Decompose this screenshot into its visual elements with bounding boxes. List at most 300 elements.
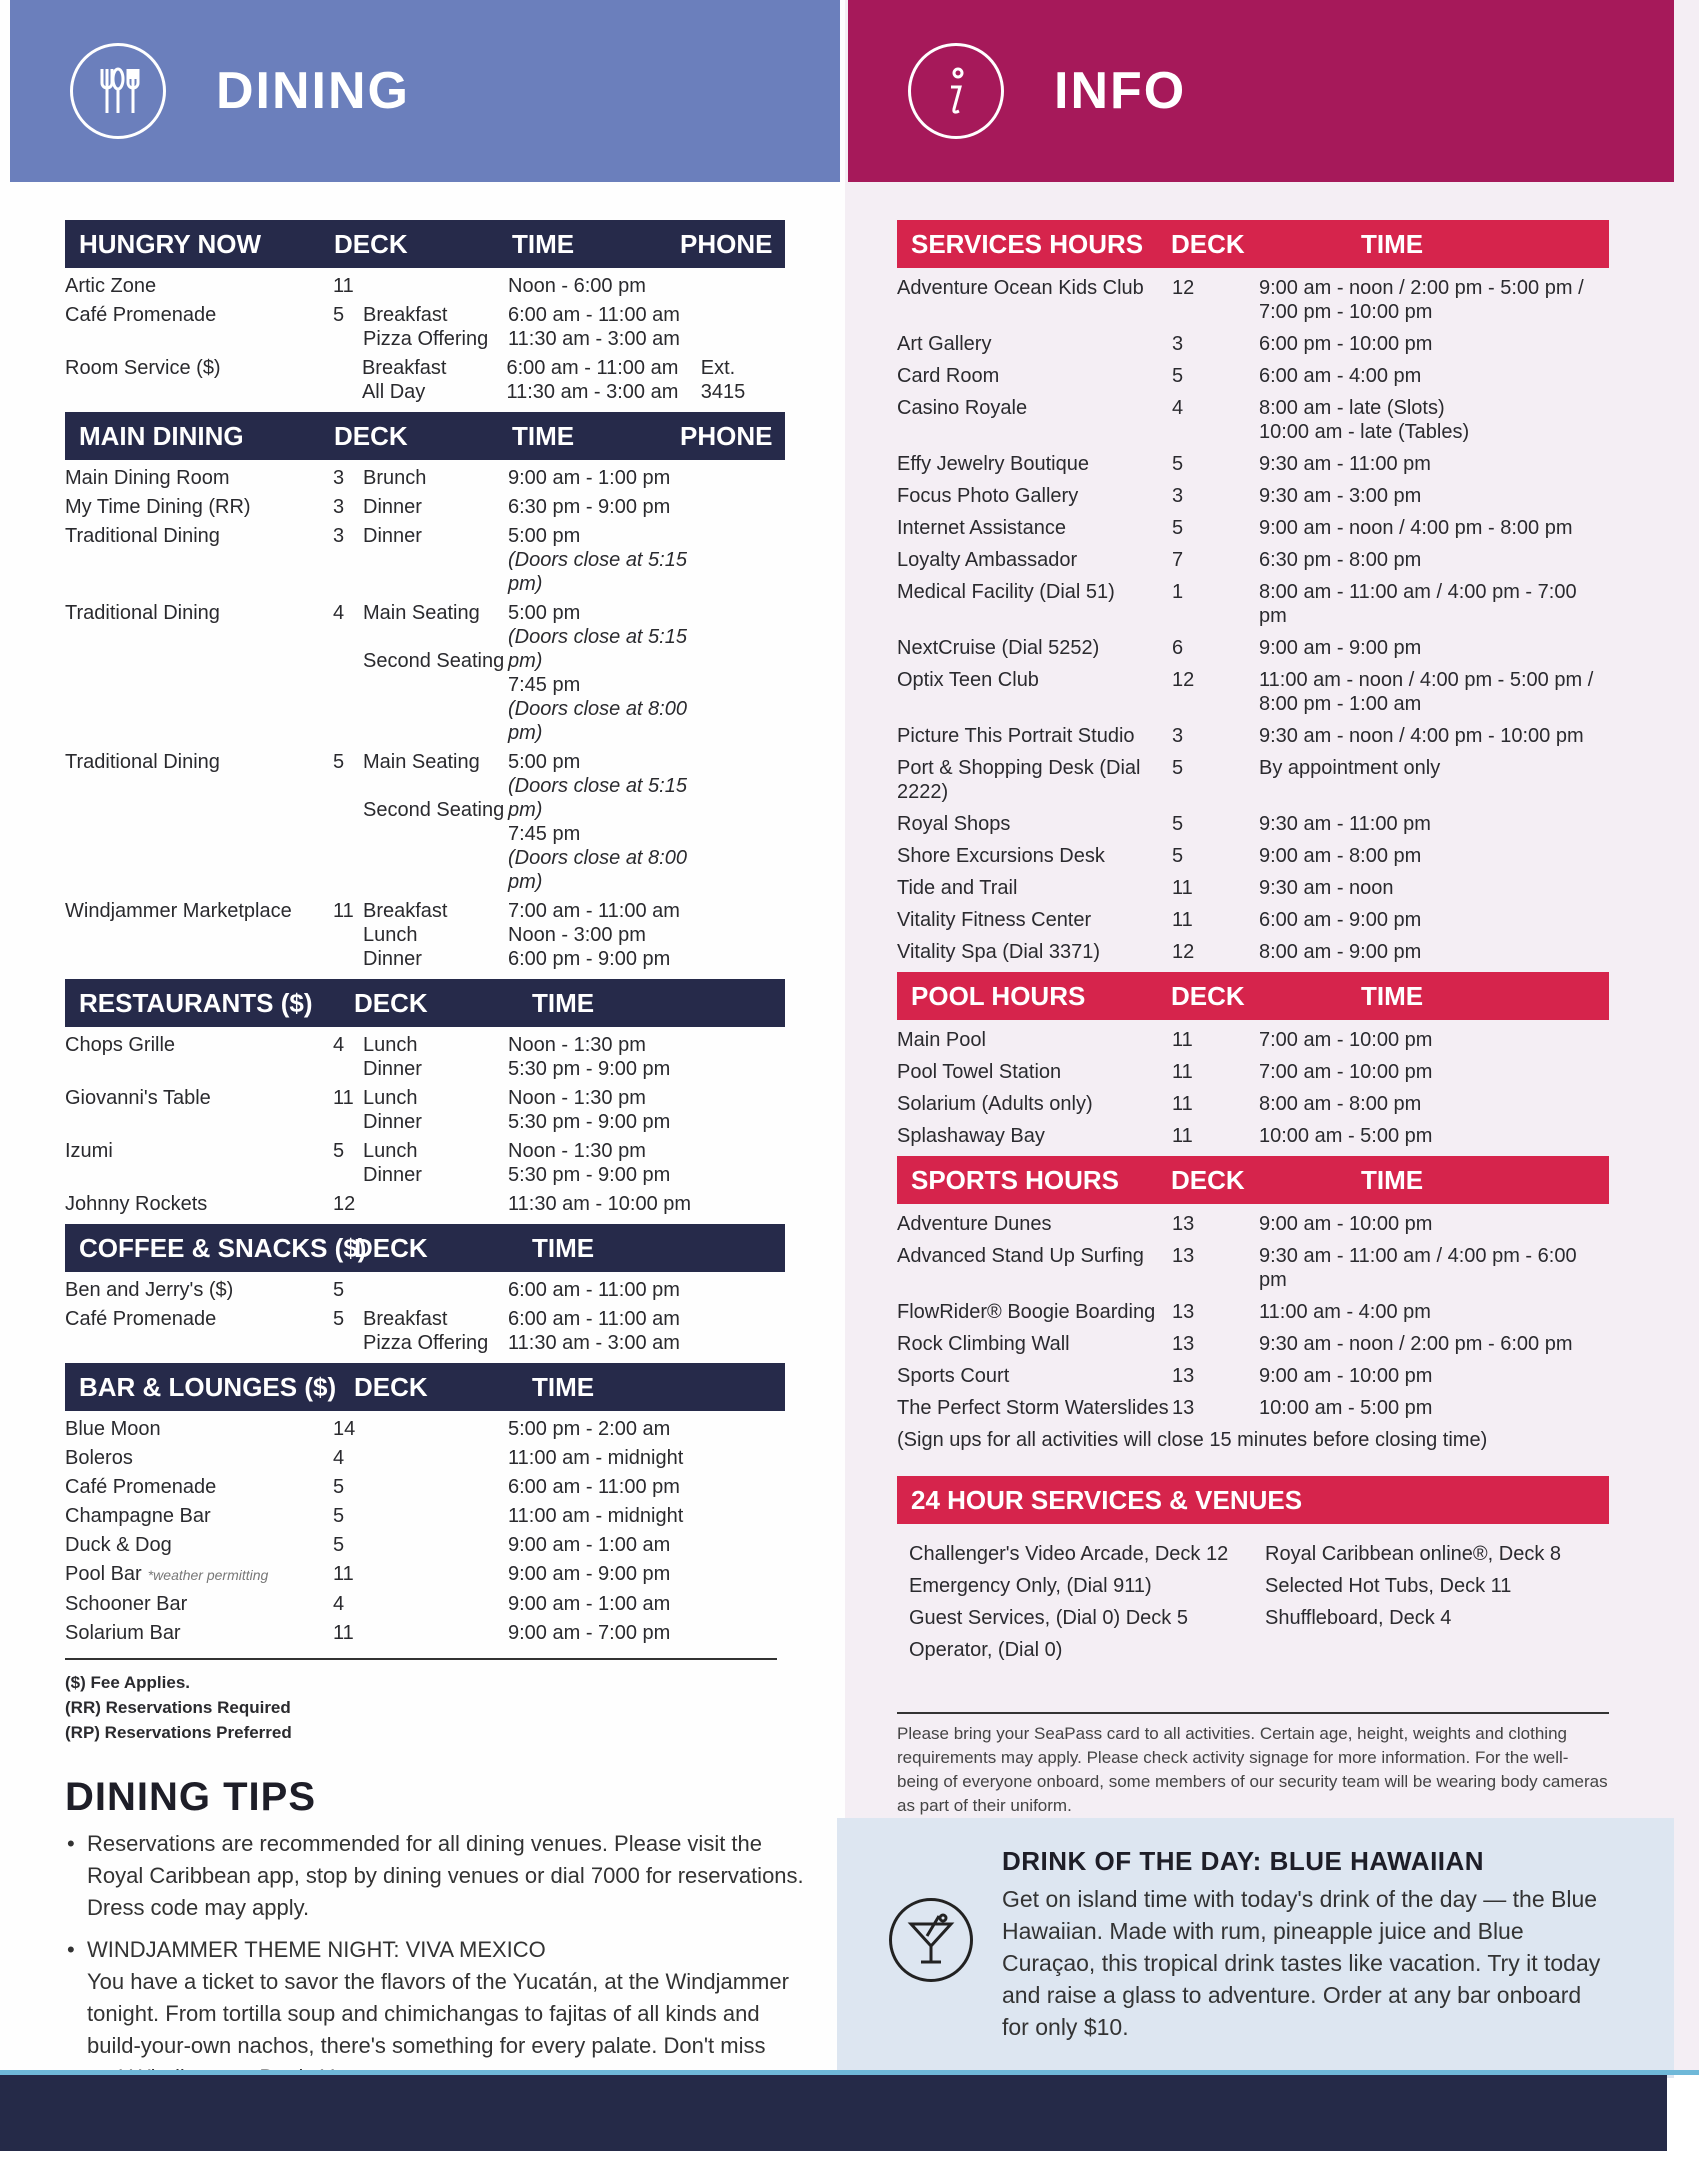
main-dining-list bbox=[65, 466, 785, 971]
bar-time: 6:00 am - 11:00 pm bbox=[508, 1476, 680, 1498]
venue-meals bbox=[363, 1033, 508, 1081]
venue-name: Traditional Dining bbox=[65, 751, 220, 773]
service-deck: 13 bbox=[1172, 1213, 1195, 1235]
venue-times bbox=[508, 1192, 703, 1216]
table-row bbox=[897, 668, 1609, 716]
time-value: 6:00 am - 9:00 pm bbox=[1259, 909, 1422, 931]
info-banner bbox=[848, 0, 1674, 182]
venue-deck: 11 bbox=[333, 275, 354, 297]
table-row bbox=[897, 332, 1609, 356]
service-name: The Perfect Storm Waterslides bbox=[897, 1397, 1169, 1419]
service-deck: 3 bbox=[1172, 485, 1184, 507]
service-time bbox=[1259, 1396, 1599, 1420]
time-value: (Doors close at 5:15 pm) bbox=[508, 549, 687, 595]
service-name: Shore Excursions Desk bbox=[897, 845, 1105, 867]
venue-times bbox=[508, 1033, 703, 1081]
meal-label: Pizza Offering bbox=[363, 1332, 489, 1354]
dining-tips bbox=[65, 1775, 805, 2094]
table-row bbox=[65, 601, 785, 745]
restaurants-header-time: TIME bbox=[532, 987, 595, 1018]
service-deck: 5 bbox=[1172, 517, 1184, 539]
bar-name bbox=[65, 1562, 333, 1587]
sports-header-deck: DECK bbox=[1171, 1164, 1245, 1195]
service-deck: 13 bbox=[1172, 1245, 1195, 1267]
service-name: Vitality Spa (Dial 3371) bbox=[897, 941, 1101, 963]
service-deck: 1 bbox=[1172, 581, 1184, 603]
service-name: Picture This Portrait Studio bbox=[897, 725, 1135, 747]
bar-time: 9:00 am - 7:00 pm bbox=[508, 1622, 671, 1644]
time-value: (Doors close at 8:00 pm) bbox=[508, 698, 687, 744]
bars-header-time: TIME bbox=[532, 1371, 595, 1402]
table-row bbox=[897, 908, 1609, 932]
bar-deck: 11 bbox=[333, 1563, 354, 1585]
time-value: 9:30 am - noon / 2:00 pm - 6:00 pm bbox=[1259, 1333, 1573, 1355]
table-row bbox=[897, 940, 1609, 964]
table-row bbox=[897, 1300, 1609, 1324]
time-value: 7:00 pm - 10:00 pm bbox=[1259, 301, 1433, 323]
service-name: Main Pool bbox=[897, 1029, 986, 1051]
venue-name: Chops Grille bbox=[65, 1034, 176, 1056]
meal-label bbox=[363, 822, 508, 846]
time-value: 8:00 pm - 1:00 am bbox=[1259, 693, 1422, 715]
time-value: 11:30 am - 10:00 pm bbox=[508, 1193, 692, 1215]
service-deck: 11 bbox=[1172, 1125, 1193, 1147]
service-name: Internet Assistance bbox=[897, 517, 1066, 539]
meal-label: Main Seating bbox=[363, 602, 480, 624]
legend-fee: ($) Fee Applies. bbox=[65, 1673, 191, 1692]
time-value: By appointment only bbox=[1259, 757, 1441, 779]
time-value: 7:45 pm bbox=[508, 674, 581, 696]
service-deck: 11 bbox=[1172, 877, 1193, 899]
bar-deck: 5 bbox=[333, 1505, 345, 1527]
table-row bbox=[65, 1307, 785, 1355]
service-name: Sports Court bbox=[897, 1365, 1010, 1387]
time-value: 11:30 am - 3:00 am bbox=[506, 381, 679, 403]
time-value: 11:30 am - 3:00 am bbox=[508, 1332, 680, 1354]
table-row bbox=[65, 495, 785, 519]
table-row bbox=[897, 812, 1609, 836]
venue-name: My Time Dining (RR) bbox=[65, 496, 251, 518]
dining-title: DINING bbox=[216, 62, 410, 120]
service-time bbox=[1259, 940, 1599, 964]
service-deck: 11 bbox=[1172, 1029, 1193, 1051]
info-title: INFO bbox=[1054, 62, 1187, 120]
venue-meals bbox=[363, 274, 508, 298]
venue-times bbox=[508, 1139, 703, 1187]
hungry-header-label: HUNGRY NOW bbox=[79, 228, 261, 259]
bar-deck: 5 bbox=[333, 1534, 345, 1556]
table-row bbox=[897, 396, 1609, 444]
time-value: Noon - 1:30 pm bbox=[508, 1087, 646, 1109]
service-time bbox=[1259, 396, 1599, 444]
venue-name: Room Service ($) bbox=[65, 357, 221, 379]
table-row bbox=[897, 1212, 1609, 1236]
table-row bbox=[65, 303, 785, 351]
service-time bbox=[1259, 580, 1599, 628]
meal-label: Dinner bbox=[363, 1111, 422, 1133]
time-value: 11:00 am - noon / 4:00 pm - 5:00 pm / bbox=[1259, 669, 1594, 691]
coffee-header bbox=[65, 1224, 785, 1272]
hungry-now-list bbox=[65, 274, 785, 404]
meal-label: Dinner bbox=[363, 496, 422, 518]
hungry-header-phone: PHONE bbox=[680, 228, 773, 259]
table-row bbox=[897, 1364, 1609, 1388]
table-row bbox=[897, 452, 1609, 476]
bars-list bbox=[65, 1417, 777, 1660]
tip-reservations: • Reservations are recommended for all dining venues. Please visit the Royal Caribbean app, stop by dining venues or dial 7000 for reservations. Dress code may apply. bbox=[65, 1828, 805, 1924]
bar-deck: 4 bbox=[333, 1593, 345, 1615]
tip-windjammer-body: You have a ticket to savor the flavors of the Yucatán, at the Windjammer tonight. From tortilla soup and chimichangas to fajitas of all kinds and build-your-own nachos, there's something for every palate. Don't miss bbox=[87, 1969, 789, 2058]
service-time bbox=[1259, 484, 1599, 508]
time-value: 5:00 pm bbox=[508, 751, 581, 773]
venue-meals bbox=[363, 750, 508, 894]
info-icon bbox=[908, 43, 1004, 139]
service-name: Art Gallery bbox=[897, 333, 992, 355]
time-value: 9:30 am - 3:00 pm bbox=[1259, 485, 1422, 507]
list-item: Emergency Only, (Dial 911) bbox=[909, 1575, 1152, 1597]
bar-name-label: Café Promenade bbox=[65, 1476, 217, 1498]
service-name: Optix Teen Club bbox=[897, 669, 1039, 691]
list-item: Guest Services, (Dial 0) Deck 5 bbox=[909, 1607, 1188, 1629]
meal-label: Lunch bbox=[363, 1140, 418, 1162]
bar-deck: 14 bbox=[333, 1418, 356, 1440]
meal-label bbox=[363, 1192, 508, 1216]
service-time bbox=[1259, 1364, 1599, 1388]
restaurants-list bbox=[65, 1033, 785, 1216]
table-row bbox=[65, 1139, 785, 1187]
service-deck: 5 bbox=[1172, 757, 1184, 779]
pool-header-time: TIME bbox=[1361, 980, 1424, 1011]
service-time bbox=[1259, 1300, 1599, 1324]
time-value: 9:00 am - 10:00 pm bbox=[1259, 1213, 1433, 1235]
time-value: 6:00 am - 4:00 pm bbox=[1259, 365, 1422, 387]
time-value: 7:00 am - 10:00 pm bbox=[1259, 1029, 1433, 1051]
time-value: 11:00 am - 4:00 pm bbox=[1259, 1301, 1431, 1323]
table-row bbox=[65, 524, 785, 596]
meal-label: Lunch bbox=[363, 924, 418, 946]
time-value: 6:30 pm - 8:00 pm bbox=[1259, 549, 1422, 571]
service-deck: 12 bbox=[1172, 277, 1195, 299]
service-time bbox=[1259, 668, 1599, 716]
venue-meals bbox=[363, 899, 508, 971]
meal-label: Dinner bbox=[363, 1058, 422, 1080]
bar-deck: 4 bbox=[333, 1447, 345, 1469]
sports-note: (Sign ups for all activities will close 15 minutes before closing time) bbox=[897, 1429, 1488, 1451]
service-name: Port & Shopping Desk (Dial 2222) bbox=[897, 757, 1141, 803]
service-time bbox=[1259, 1028, 1599, 1052]
venue-deck: 5 bbox=[333, 1140, 345, 1162]
service-deck: 11 bbox=[1172, 1093, 1193, 1115]
meal-label: Breakfast bbox=[363, 1308, 448, 1330]
bar-name-label: Solarium Bar bbox=[65, 1622, 181, 1644]
service-deck: 3 bbox=[1172, 333, 1184, 355]
list-item: Shuffleboard, Deck 4 bbox=[1265, 1607, 1452, 1629]
service-name: Casino Royale bbox=[897, 397, 1028, 419]
table-row bbox=[897, 1244, 1609, 1292]
venue-times bbox=[508, 524, 703, 596]
service-name: Solarium (Adults only) bbox=[897, 1093, 1093, 1115]
table-row bbox=[897, 484, 1609, 508]
service-time bbox=[1259, 332, 1599, 356]
services-header-label: SERVICES HOURS bbox=[911, 228, 1144, 259]
table-row bbox=[897, 1060, 1609, 1084]
time-value: 9:00 am - 8:00 pm bbox=[1259, 845, 1422, 867]
bar-time: 5:00 pm - 2:00 am bbox=[508, 1418, 671, 1440]
table-row bbox=[65, 1086, 785, 1134]
bar-name-label: Blue Moon bbox=[65, 1418, 161, 1440]
venue-name: Ben and Jerry's ($) bbox=[65, 1279, 234, 1301]
service-deck: 11 bbox=[1172, 1061, 1193, 1083]
venue-name: Main Dining Room bbox=[65, 467, 230, 489]
table-row bbox=[897, 1332, 1609, 1356]
service-time bbox=[1259, 812, 1599, 836]
venue-name: Izumi bbox=[65, 1140, 113, 1162]
time-value: 9:00 am - 9:00 pm bbox=[1259, 637, 1422, 659]
table-row bbox=[65, 1592, 777, 1616]
service-name: Focus Photo Gallery bbox=[897, 485, 1079, 507]
sports-list bbox=[897, 1212, 1609, 1420]
table-row bbox=[65, 1192, 785, 1216]
bar-name bbox=[65, 1621, 333, 1645]
bar-name-label: Boleros bbox=[65, 1447, 133, 1469]
bar-name-label: Schooner Bar bbox=[65, 1593, 188, 1615]
legend bbox=[65, 1670, 785, 1745]
table-row bbox=[65, 750, 785, 894]
bar-deck: 11 bbox=[333, 1622, 354, 1644]
list-item: Selected Hot Tubs, Deck 11 bbox=[1265, 1575, 1512, 1597]
drink-title: DRINK OF THE DAY: BLUE HAWAIIAN bbox=[1002, 1846, 1485, 1876]
h24-right-col bbox=[1265, 1538, 1561, 1666]
list-item: Challenger's Video Arcade, Deck 12 bbox=[909, 1543, 1229, 1565]
time-value: 6:00 am - 11:00 am bbox=[508, 1308, 680, 1330]
bar-name-label: Pool Bar bbox=[65, 1563, 142, 1585]
service-name: FlowRider® Boogie Boarding bbox=[897, 1301, 1156, 1323]
time-value: 9:30 am - noon bbox=[1259, 877, 1394, 899]
bar-time: 11:00 am - midnight bbox=[508, 1447, 684, 1469]
services-header bbox=[897, 220, 1609, 268]
time-value: Noon - 1:30 pm bbox=[508, 1034, 646, 1056]
service-name: NextCruise (Dial 5252) bbox=[897, 637, 1100, 659]
venue-name: Giovanni's Table bbox=[65, 1087, 211, 1109]
service-deck: 4 bbox=[1172, 397, 1184, 419]
time-value: 9:00 am - noon / 2:00 pm - 5:00 pm / bbox=[1259, 277, 1584, 299]
time-value: 9:30 am - 11:00 am / 4:00 pm - 6:00 pm bbox=[1259, 1245, 1577, 1291]
service-time bbox=[1259, 724, 1599, 748]
legend-rp: (RP) Reservations Preferred bbox=[65, 1723, 292, 1742]
bar-name bbox=[65, 1417, 333, 1441]
service-deck: 12 bbox=[1172, 941, 1195, 963]
cocktail-icon bbox=[889, 1898, 973, 1982]
table-row bbox=[65, 1621, 777, 1645]
venue-meals bbox=[363, 1307, 508, 1355]
venue-meals bbox=[363, 495, 508, 519]
venue-meals bbox=[363, 303, 508, 351]
time-value: 10:00 am - 5:00 pm bbox=[1259, 1125, 1433, 1147]
table-row bbox=[897, 1028, 1609, 1052]
time-value: 7:00 am - 10:00 pm bbox=[1259, 1061, 1433, 1083]
meal-label: All Day bbox=[361, 381, 426, 403]
table-row bbox=[65, 1446, 777, 1470]
venue-deck: 11 bbox=[333, 1087, 354, 1109]
venue-times bbox=[508, 899, 703, 971]
venue-meals bbox=[363, 1192, 508, 1216]
venue-times bbox=[508, 1086, 703, 1134]
service-name: Adventure Ocean Kids Club bbox=[897, 277, 1144, 299]
time-value: 9:00 am - 10:00 pm bbox=[1259, 1365, 1433, 1387]
hungry-header-deck: DECK bbox=[334, 228, 408, 259]
service-time bbox=[1259, 1332, 1599, 1356]
meal-label: Dinner bbox=[363, 948, 422, 970]
time-value: (Doors close at 5:15 pm) bbox=[508, 626, 687, 672]
service-name: Royal Shops bbox=[897, 813, 1011, 835]
hungry-now-header bbox=[65, 220, 785, 268]
table-row bbox=[897, 276, 1609, 324]
bar-name bbox=[65, 1592, 333, 1616]
bar-name bbox=[65, 1533, 333, 1557]
time-value: 6:00 pm - 9:00 pm bbox=[508, 948, 671, 970]
table-row bbox=[65, 1278, 785, 1302]
service-name: Adventure Dunes bbox=[897, 1213, 1052, 1235]
venue-times bbox=[508, 274, 703, 298]
h24-left-col bbox=[909, 1538, 1265, 1666]
table-row bbox=[897, 756, 1609, 804]
time-value: 10:00 am - late (Tables) bbox=[1259, 421, 1470, 443]
bars-header bbox=[65, 1363, 785, 1411]
venue-name: Café Promenade bbox=[65, 1308, 217, 1330]
service-name: Medical Facility (Dial 51) bbox=[897, 581, 1115, 603]
sports-header bbox=[897, 1156, 1609, 1204]
time-value: 8:00 am - 11:00 am / 4:00 pm - 7:00 pm bbox=[1259, 581, 1577, 627]
venue-deck: 4 bbox=[333, 602, 345, 624]
service-time bbox=[1259, 1092, 1599, 1116]
venue-name: Windjammer Marketplace bbox=[65, 900, 292, 922]
venue-meals bbox=[363, 466, 508, 490]
dining-column bbox=[65, 220, 804, 2104]
bar-note: *weather permitting bbox=[147, 1567, 269, 1583]
table-row bbox=[65, 1504, 777, 1528]
table-row bbox=[897, 364, 1609, 388]
table-row bbox=[897, 1124, 1609, 1148]
meal-label: Pizza Offering bbox=[363, 328, 489, 350]
time-value: 8:00 am - 9:00 pm bbox=[1259, 941, 1422, 963]
bar-name bbox=[65, 1504, 333, 1528]
bar-time: 11:00 am - midnight bbox=[508, 1505, 684, 1527]
meal-label: Lunch bbox=[363, 1087, 418, 1109]
time-value: (Doors close at 5:15 pm) bbox=[508, 775, 687, 821]
time-value: 6:00 am - 11:00 am bbox=[508, 304, 680, 326]
time-value: 8:00 am - late (Slots) bbox=[1259, 397, 1445, 419]
services-header-time: TIME bbox=[1361, 228, 1424, 259]
time-value: 9:30 am - 11:00 pm bbox=[1259, 453, 1431, 475]
time-value: 9:00 am - 1:00 pm bbox=[508, 467, 671, 489]
service-name: Advanced Stand Up Surfing bbox=[897, 1245, 1144, 1267]
venue-meals bbox=[363, 1278, 508, 1302]
table-row bbox=[65, 274, 785, 298]
time-value: 10:00 am - 5:00 pm bbox=[1259, 1397, 1433, 1419]
meal-label: Second Seating bbox=[363, 799, 505, 821]
sports-header-label: SPORTS HOURS bbox=[911, 1164, 1120, 1195]
main-dining-header bbox=[65, 412, 785, 460]
h24-header bbox=[897, 1476, 1609, 1524]
venue-name: Traditional Dining bbox=[65, 602, 220, 624]
service-time bbox=[1259, 844, 1599, 868]
service-time bbox=[1259, 756, 1599, 804]
venue-name: Artic Zone bbox=[65, 275, 157, 297]
venue-deck: 5 bbox=[333, 751, 345, 773]
table-row bbox=[65, 1475, 777, 1499]
service-time bbox=[1259, 1212, 1599, 1236]
bar-time: 9:00 am - 1:00 am bbox=[508, 1534, 671, 1556]
coffee-list bbox=[65, 1278, 785, 1355]
meal-label: Breakfast bbox=[363, 304, 448, 326]
dining-banner bbox=[10, 0, 840, 182]
tip-windjammer-title: WINDJAMMER THEME NIGHT: VIVA MEXICO bbox=[87, 1937, 546, 1962]
service-name: Splashaway Bay bbox=[897, 1125, 1045, 1147]
time-value: Noon - 6:00 pm bbox=[508, 275, 646, 297]
coffee-header-deck: DECK bbox=[354, 1232, 428, 1263]
service-deck: 5 bbox=[1172, 813, 1184, 835]
table-row bbox=[897, 548, 1609, 572]
dining-tips-title: DINING TIPS bbox=[65, 1775, 317, 1819]
service-time bbox=[1259, 908, 1599, 932]
legend-rr: (RR) Reservations Required bbox=[65, 1698, 291, 1717]
venue-deck: 3 bbox=[333, 467, 345, 489]
services-list bbox=[897, 276, 1609, 964]
seapass-note: Please bring your SeaPass card to all activities. Certain age, height, weights and clothing requirements may apply. Please check activity signage for more information. For the well-being of everyone onboard, some members of our security team will be wearing body cameras as part of their uniform. bbox=[897, 1712, 1609, 1818]
time-value: 6:30 pm - 9:00 pm bbox=[508, 496, 671, 518]
table-row bbox=[65, 1033, 785, 1081]
pool-list bbox=[897, 1028, 1609, 1148]
bar-time: 9:00 am - 1:00 am bbox=[508, 1593, 671, 1615]
meal-label bbox=[363, 673, 508, 697]
venue-deck: 5 bbox=[333, 304, 345, 326]
coffee-header-label: COFFEE & SNACKS ($) bbox=[79, 1232, 367, 1263]
meal-label bbox=[363, 274, 508, 298]
venue-deck: 5 bbox=[333, 1279, 345, 1301]
footer-bar bbox=[0, 2075, 1667, 2151]
bars-header-label: BAR & LOUNGES ($) bbox=[79, 1371, 337, 1402]
venue-name: Café Promenade bbox=[65, 304, 217, 326]
time-value: Noon - 3:00 pm bbox=[508, 924, 646, 946]
service-deck: 5 bbox=[1172, 845, 1184, 867]
service-deck: 12 bbox=[1172, 669, 1195, 691]
meal-label bbox=[363, 625, 508, 649]
meal-label: Second Seating bbox=[363, 650, 505, 672]
service-name: Card Room bbox=[897, 365, 1000, 387]
service-deck: 13 bbox=[1172, 1365, 1195, 1387]
service-deck: 5 bbox=[1172, 453, 1184, 475]
meal-label: Breakfast bbox=[363, 900, 448, 922]
service-name: Tide and Trail bbox=[897, 877, 1018, 899]
service-time bbox=[1259, 1060, 1599, 1084]
service-deck: 7 bbox=[1172, 549, 1184, 571]
service-time bbox=[1259, 636, 1599, 660]
venue-name: Johnny Rockets bbox=[65, 1193, 208, 1215]
venue-times bbox=[508, 1278, 703, 1302]
main-header-deck: DECK bbox=[334, 420, 408, 451]
time-value: 9:00 am - noon / 4:00 pm - 8:00 pm bbox=[1259, 517, 1573, 539]
time-value: 5:00 pm bbox=[508, 525, 581, 547]
pool-header-label: POOL HOURS bbox=[911, 980, 1086, 1011]
bar-name bbox=[65, 1475, 333, 1499]
venue-meals bbox=[363, 1086, 508, 1134]
service-deck: 5 bbox=[1172, 365, 1184, 387]
meal-label: Dinner bbox=[363, 525, 422, 547]
venue-deck: 3 bbox=[333, 496, 345, 518]
main-header-label: MAIN DINING bbox=[79, 420, 244, 451]
bars-header-deck: DECK bbox=[354, 1371, 428, 1402]
table-row bbox=[897, 516, 1609, 540]
